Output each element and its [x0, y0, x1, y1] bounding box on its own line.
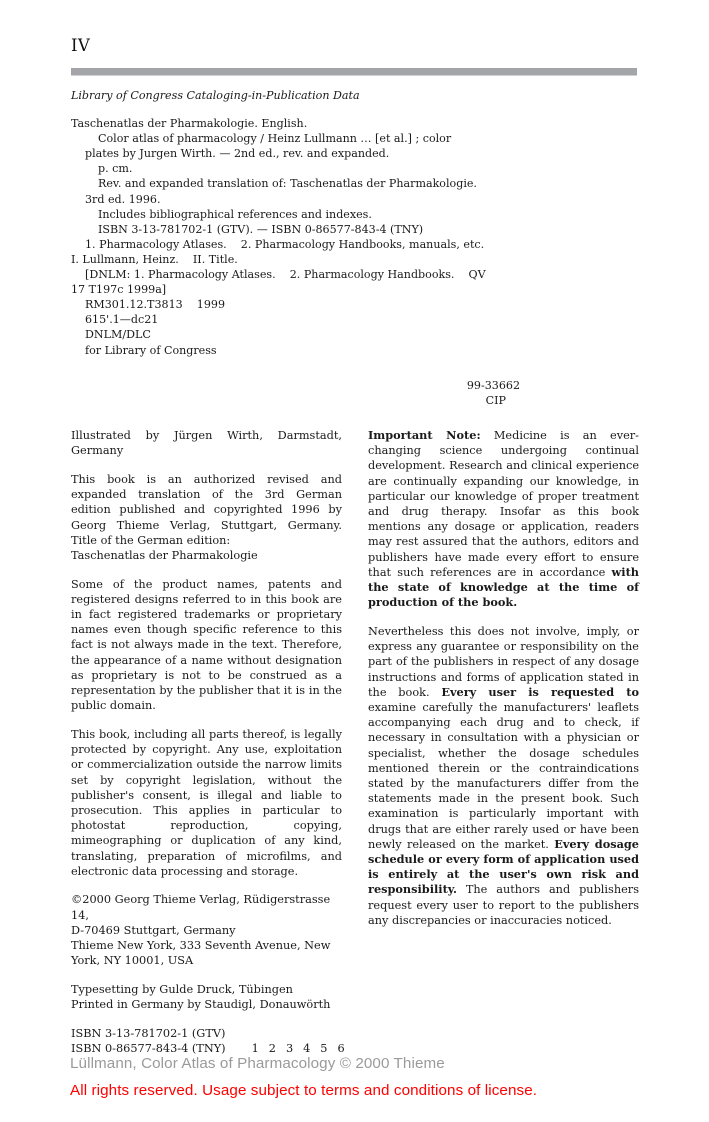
disclaimer-part-1: Nevertheless this does not involve, imply, or express any guarantee or responsibility on the part of the publishers in respect of any dosage instructions and forms of application stated in the book.	[368, 624, 639, 699]
cip-line: DNLM/DLC	[85, 328, 151, 342]
footer-watermark: Lüllmann, Color Atlas of Pharmacology © 2000 Thieme	[70, 1055, 445, 1072]
illustrator-note: Illustrated by Jürgen Wirth, Darmstadt, Germany	[71, 429, 342, 458]
cip-control-number-block	[260, 378, 520, 408]
copyright-note: This book, including all parts thereof, is legally protected by copyright. Any use, exploitation or commercialization outside the narrow limits set by copyright legislation, without the publisher's consent, is illegal and liable to prosecution. This applies in particular to photostat reproduction, copying, mimeographing or duplication of any kind, translating, preparation of microfilms, and electronic data processing and storage.	[71, 727, 342, 878]
cip-line: Rev. and expanded translation of: Taschenatlas der Pharmakologie.	[98, 177, 477, 191]
isbn-block	[71, 1026, 348, 1056]
cip-line: RM301.12.T3813 1999	[85, 298, 226, 312]
cip-line: 17 T197c 1999a]	[71, 283, 167, 297]
cip-line: plates by Jurgen Wirth. — 2nd ed., rev. and expanded.	[85, 147, 390, 161]
printing-numbers: 1 2 3 4 5 6	[251, 1042, 348, 1056]
cip-block	[71, 88, 541, 358]
cip-line: Color atlas of pharmacology / Heinz Lullmann … [et al.] ; color	[98, 132, 452, 146]
disclaimer-part-3: The authors and publishers request every user to report to the publishers any discrepancies or inaccuracies noticed.	[368, 883, 639, 927]
printing-line: Printed in Germany by Staudigl, Donauwörth	[71, 998, 331, 1012]
cip-line: p. cm.	[98, 162, 133, 176]
publisher-address	[71, 892, 342, 968]
publisher-address-line: D-70469 Stuttgart, Germany	[71, 923, 236, 937]
cip-line: [DNLM: 1. Pharmacology Atlases. 2. Pharmacology Handbooks. QV	[85, 268, 486, 282]
left-column	[71, 428, 348, 1056]
cip-line: 615'.1—dc21	[85, 313, 159, 327]
important-note-bold-tail: with the state of knowledge at the time of production of the book.	[368, 564, 639, 610]
cip-line: 3rd ed. 1996.	[85, 192, 161, 206]
cip-line: ISBN 3-13-781702-1 (GTV). — ISBN 0-86577-843-4 (TNY)	[98, 222, 424, 236]
publisher-address-line: Thieme New York, 333 Seventh Avenue, New	[71, 939, 331, 953]
trademark-note: Some of the product names, patents and registered designs referred to in this book are in fact registered trademarks or proprietary names even though specific reference to this fact is not always made in the text. Therefore, the appearance of a name without designation as proprietary is not to be construed as a representation by the publisher that it is in the public domain.	[71, 577, 342, 713]
isbn-gtv: ISBN 3-13-781702-1 (GTV)	[71, 1026, 226, 1040]
production-note	[71, 982, 342, 1012]
cip-line: for Library of Congress	[85, 343, 217, 357]
cip-label: CIP	[485, 394, 506, 408]
cip-line: 1. Pharmacology Atlases. 2. Pharmacology Handbooks, manuals, etc.	[85, 237, 485, 251]
publisher-address-line: York, NY 10001, USA	[71, 954, 194, 968]
cip-line: I. Lullmann, Heinz. II. Title.	[71, 252, 238, 266]
right-column	[368, 428, 639, 942]
important-note-body: Medicine is an ever-changing science undergoing continual development. Research and clinical experience are continually expanding our knowledge, in particular our knowledge of proper treatment and drug therapy. Insofar as this book mentions any dosage or application, readers may rest assured that the authors, editors and publishers have made every effort to ensure that such references are in accordance	[368, 429, 639, 579]
header-rule	[71, 68, 637, 76]
german-title: Taschenatlas der Pharmakologie	[71, 548, 258, 562]
footer-rights-notice: All rights reserved. Usage subject to terms and conditions of license.	[70, 1082, 538, 1099]
disclaimer-part-2: examine carefully the manufacturers' leaflets accompanying each drug and to check, if necessary in consultation with a physician or specialist, whether the dosage schedules mentioned therein or the contraindications stated by the manufacturers differ from the statements made in the present book. Such examination is particularly important with drugs that are either rarely used or have been newly released on the market.	[368, 700, 639, 851]
typesetting-line: Typesetting by Gulde Druck, Tübingen	[71, 983, 293, 996]
spacer	[71, 969, 342, 983]
disclaimer-bold-1: Every user is requested to	[441, 684, 639, 699]
important-note-label: Important Note:	[368, 428, 481, 442]
spacer	[71, 1012, 342, 1026]
cip-line: Includes bibliographical references and indexes.	[98, 207, 372, 221]
lccn-number: 99-33662	[466, 379, 520, 392]
cip-line: Taschenatlas der Pharmakologie. English.	[71, 117, 308, 131]
isbn-tny-row	[71, 1042, 348, 1055]
cip-heading: Library of Congress Cataloging-in-Publication Data	[71, 89, 360, 102]
important-note-paragraph	[368, 428, 639, 610]
publisher-address-line: ©2000 Georg Thieme Verlag, Rüdigerstrasse 14,	[71, 893, 331, 922]
translation-note: This book is an authorized revised and expanded translation of the 3rd German edition published and copyrighted 1996 by Georg Thieme Verlag, Stuttgart, Germany. Title of the German edition:	[71, 472, 342, 547]
page-number: IV	[71, 36, 91, 55]
disclaimer-bold-2: Every dosage schedule or every form of application used is entirely at the user's own risk and responsibility.	[368, 836, 639, 897]
isbn-tny: ISBN 0-86577-843-4 (TNY)	[71, 1042, 226, 1056]
disclaimer-paragraph	[368, 624, 639, 928]
